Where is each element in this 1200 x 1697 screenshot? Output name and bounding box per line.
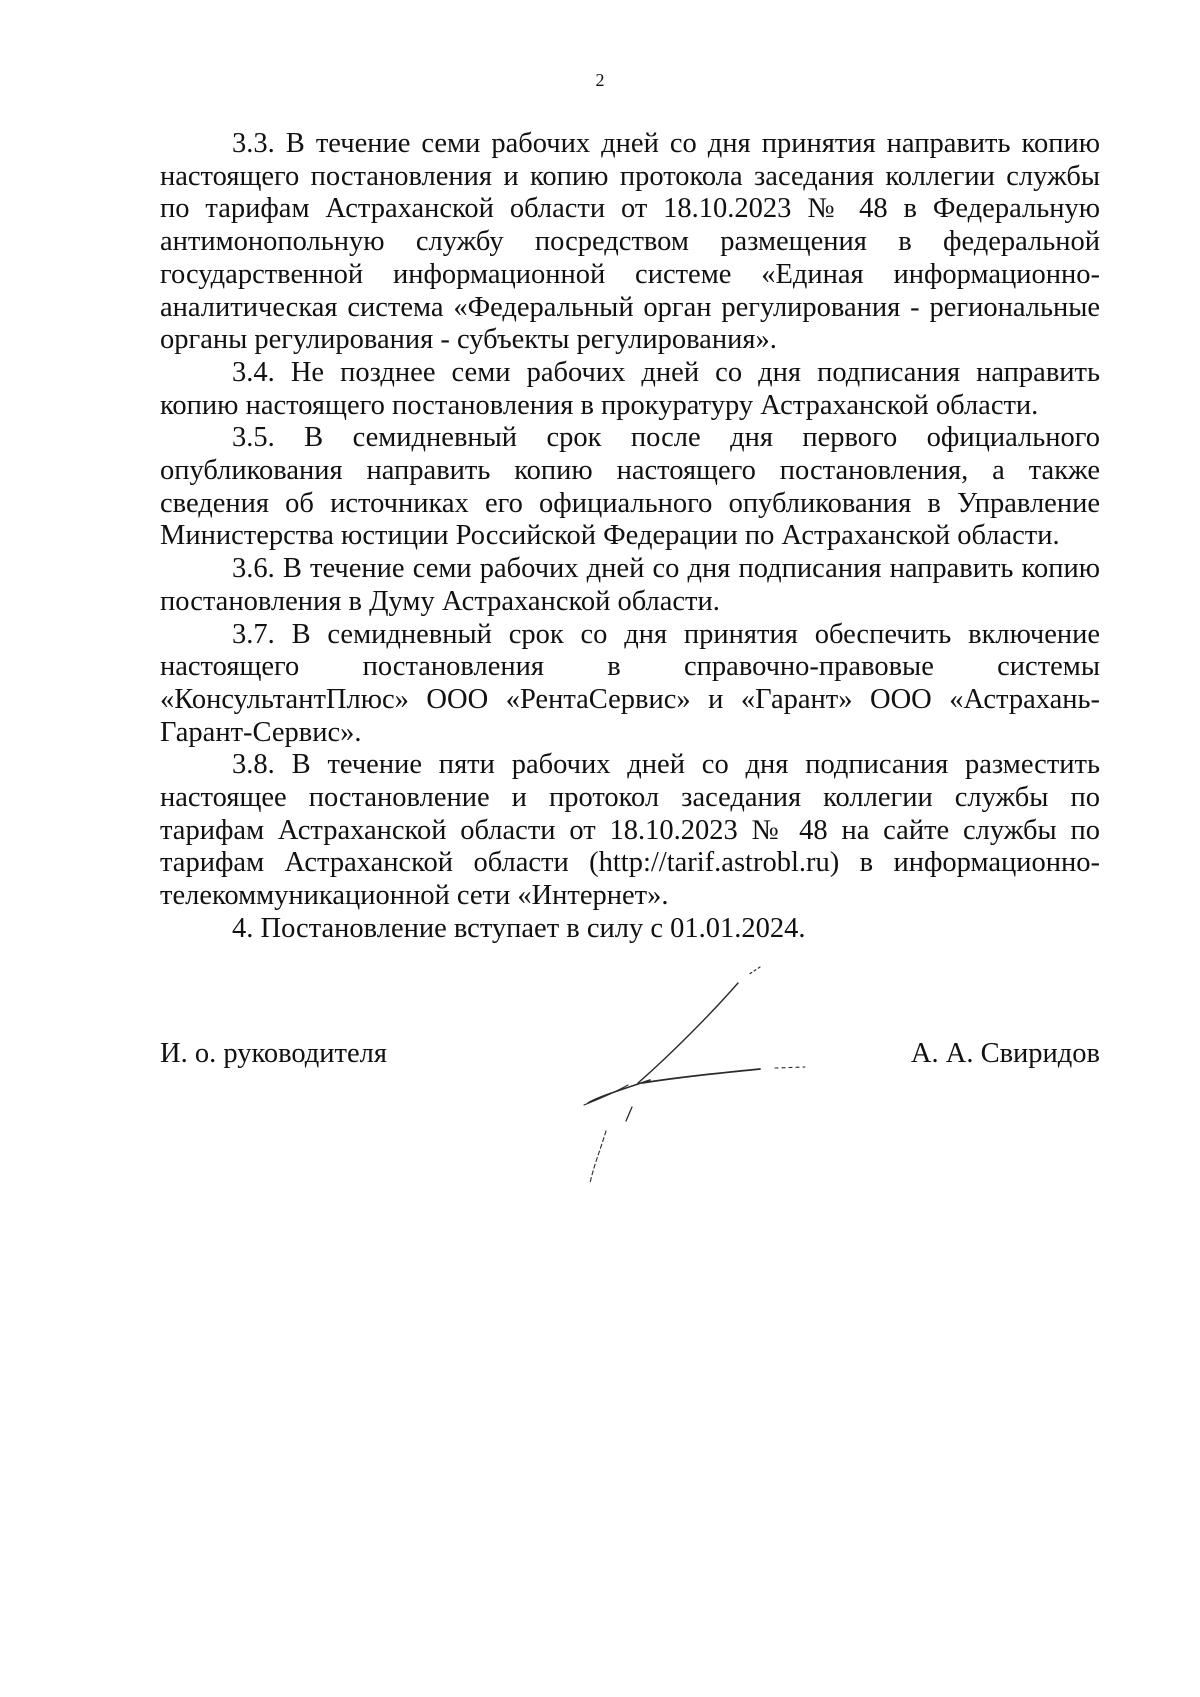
signature-stroke: [590, 1131, 606, 1183]
signature-stroke: [626, 1107, 632, 1121]
paragraph-3-7: 3.7. В семидневный срок со дня принятия обеспечить включение настоящего постановления в справочно-правовые системы «КонсультантПлюс» ООО «РентаСервис» и «Гарант» ООО «Астрахань-Гарант-Сервис».: [160, 618, 1100, 748]
signature-stroke: [775, 1067, 805, 1068]
paragraph-3-5: 3.5. В семидневный срок после дня первого официального опубликования направить копию настоящего постановления, а также сведения об источниках его официального опубликования в Управление Министерства юстиции Российской Федерации по Астраханской области.: [160, 422, 1100, 552]
paragraph-4: 4. Постановление вступает в силу с 01.01.2024.: [232, 912, 806, 944]
signature-stroke: [748, 967, 760, 975]
paragraph-3-6: 3.6. В течение семи рабочих дней со дня подписания направить копию постановления в Думу Астраханской области.: [160, 553, 1100, 617]
document-body: [160, 128, 1100, 946]
signature-stroke: [638, 983, 738, 1083]
paragraph-3-4: 3.4. Не позднее семи рабочих дней со дня подписания направить копию настоящего постановления в прокуратуру Астраханской области.: [160, 356, 1100, 421]
paragraph-3-8: 3.8. В течение пяти рабочих дней со дня подписания разместить настоящее постановление и протокол заседания коллегии службы по тарифам Астраханской области от 18.10.2023 № 48 на сайте службы по тарифам Астраханской области (http://tarif.astrobl.ru) в информационно-телекоммуникационной сети «Интернет».: [160, 749, 1100, 912]
page-number: 2: [595, 70, 605, 90]
paragraph-3-3: 3.3. В течение семи рабочих дней со дня принятия направить копию настоящего постановления и копию протокола заседания коллегии службы по тарифам Астраханской области от 18.10.2023 № 48 в Федеральную антимонопольную службу посредством размещения в федеральной государственной информационной системе «Единая информационно-аналитическая система «Федеральный орган регулирования - региональные органы регулирования - субъекты регулирования».: [160, 128, 1100, 356]
signatory-name: А. А. Свиридов: [910, 1038, 1100, 1069]
signature-stroke: [642, 1069, 760, 1083]
signatory-position: И. о. руководителя: [160, 1038, 387, 1069]
handwritten-signature: [570, 955, 850, 1195]
